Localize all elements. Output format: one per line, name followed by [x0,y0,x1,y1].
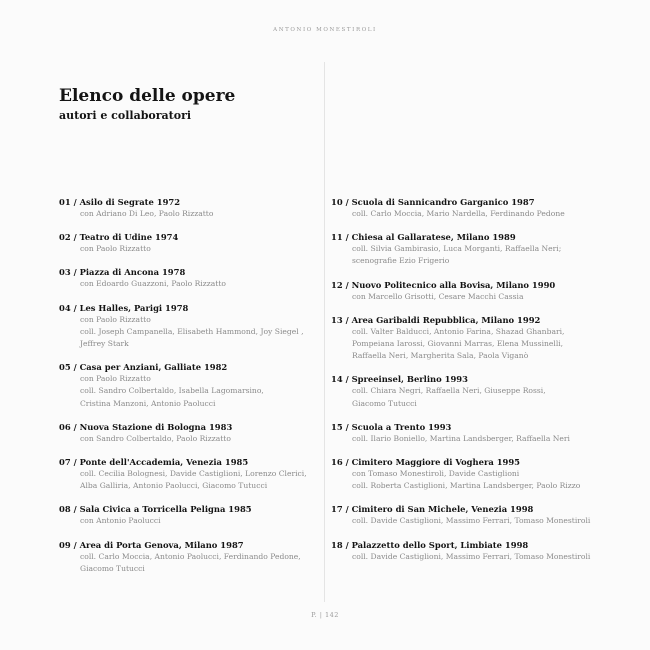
work-number: 16 / [331,457,349,468]
work-title: Cimitero Maggiore di Voghera 1995 [351,457,521,468]
work-credits [331,551,601,563]
credit-line: Cristina Manzoni, Antonio Paolucci [80,398,216,408]
work-entry [331,457,601,492]
work-number: 05 / [59,362,77,373]
credit-line: coll. Valter Balducci, Antonio Farina, Shazad Ghanbari, [352,326,565,336]
credit-line: con Edoardo Guazzoni, Paolo Rizzatto [80,279,226,289]
page-subtitle: autori e collaboratori [59,109,192,122]
work-title: Teatro di Udine 1974 [79,232,179,243]
credit-line: con Adriano Di Leo, Paolo Rizzatto [80,209,214,218]
work-entry [331,540,601,563]
credit-line: scenografie Ezio Frigerio [352,256,450,266]
work-heading [331,197,601,208]
running-head: ANTONIO MONESTIROLI [273,27,377,33]
work-credits [59,314,319,351]
credit-line: Giacomo Tutucci [80,563,145,573]
work-entry [59,422,319,445]
work-title: Nuova Stazione di Bologna 1983 [79,421,233,432]
works-list-left [59,197,319,587]
work-number: 08 / [59,504,77,515]
work-title: Les Halles, Parigi 1978 [79,302,189,313]
work-credits [331,208,601,220]
work-credits [331,468,601,492]
work-number: 09 / [59,539,77,550]
work-entry [59,267,319,290]
credit-line: coll. Roberta Castiglioni, Martina Landsberger, Paolo Rizzo [352,481,581,491]
credit-line: coll. Ilario Boniello, Martina Landsberger, Raffaella Neri [352,433,570,443]
work-heading [331,315,601,326]
work-heading [59,540,319,551]
work-credits [331,433,601,445]
work-number: 02 / [59,232,77,243]
credit-line: con Antonio Paolucci [80,516,161,526]
credit-line: coll. Davide Castiglioni, Massimo Ferrari, Tomaso Monestiroli [352,551,591,561]
work-credits [59,468,319,492]
work-heading [59,232,319,243]
credit-line: Jeffrey Stark [80,339,129,349]
column-divider [324,62,325,602]
credit-line: coll. Davide Castiglioni, Massimo Ferrari, Tomaso Monestiroli [352,516,591,526]
work-title: Area di Porta Genova, Milano 1987 [79,539,244,550]
work-heading [331,457,601,468]
credit-line: con Paolo Rizzatto [80,374,151,384]
work-number: 04 / [59,302,77,313]
work-heading [59,197,319,208]
work-heading [59,267,319,278]
credit-line: coll. Cecilia Bolognesi, Davide Castiglioni, Lorenzo Clerici, [80,469,307,479]
work-entry [59,362,319,410]
work-credits [59,515,319,527]
work-title: Scuola a Trento 1993 [351,421,452,432]
work-entry [331,315,601,363]
page-title: Elenco delle opere [59,86,236,106]
work-credits [331,385,601,409]
work-number: 11 / [331,232,349,243]
work-heading [59,362,319,373]
work-title: Sala Civica a Torricella Peligna 1985 [79,504,252,515]
credit-line: coll. Chiara Negri, Raffaella Neri, Giuseppe Rossi, [352,386,546,396]
work-number: 17 / [331,504,349,515]
work-heading [59,303,319,314]
work-title: Ponte dell'Accademia, Venezia 1985 [79,457,249,468]
work-heading [59,504,319,515]
work-entry [59,197,319,220]
work-credits [331,291,601,303]
work-credits [59,373,319,410]
work-number: 18 / [331,539,349,550]
work-number: 10 / [331,197,349,207]
work-number: 06 / [59,421,77,432]
work-entry [59,232,319,255]
credit-line: coll. Carlo Moccia, Antonio Paolucci, Ferdinando Pedone, [80,551,301,561]
work-entry [59,504,319,527]
work-entry [331,280,601,303]
work-number: 01 / [59,197,77,207]
work-heading [331,422,601,433]
credit-line: Giacomo Tutucci [352,398,417,408]
credit-line: con Marcello Grisotti, Cesare Macchi Cassia [352,291,524,301]
work-title: Chiesa al Gallaratese, Milano 1989 [351,232,516,243]
work-credits [59,433,319,445]
work-title: Piazza di Ancona 1978 [79,267,186,278]
work-heading [331,374,601,385]
works-list-right [331,197,601,575]
credit-line: con Paolo Rizzatto [80,244,151,254]
work-credits [59,243,319,255]
work-credits [59,551,319,575]
work-entry [59,457,319,492]
work-entry [331,197,601,220]
work-heading [331,232,601,243]
work-heading [59,457,319,468]
credit-line: coll. Carlo Moccia, Mario Nardella, Ferdinando Pedone [352,209,565,218]
credit-line: Pompeiana Iarossi, Giovanni Marras, Elena Mussinelli, [352,339,564,349]
work-credits [59,208,319,220]
work-title: Area Garibaldi Repubblica, Milano 1992 [351,314,541,325]
work-entry [59,540,319,575]
credit-line: con Paolo Rizzatto [80,314,151,324]
work-number: 12 / [331,279,349,290]
page-number: P. | 142 [311,611,339,619]
work-title: Casa per Anziani, Galliate 1982 [79,362,228,373]
credit-line: con Tomaso Monestiroli, Davide Castiglioni [352,469,520,479]
work-title: Spreeinsel, Berlino 1993 [351,374,468,385]
work-credits [331,326,601,363]
credit-line: coll. Sandro Colbertaldo, Isabella Lagomarsino, [80,386,264,396]
credit-line: coll. Silvia Gambirasio, Luca Morganti, Raffaella Neri; [352,244,562,254]
work-number: 13 / [331,314,349,325]
work-credits [331,515,601,527]
work-entry [331,422,601,445]
work-title: Asilo di Segrate 1972 [79,197,181,207]
credit-line: coll. Joseph Campanella, Elisabeth Hammond, Joy Siegel , [80,326,304,336]
work-title: Nuovo Politecnico alla Bovisa, Milano 1990 [351,279,556,290]
work-number: 07 / [59,457,77,468]
work-number: 14 / [331,374,349,385]
work-heading [59,422,319,433]
work-number: 15 / [331,421,349,432]
work-credits [59,278,319,290]
work-credits [331,243,601,267]
credit-line: Alba Galliria, Antonio Paolucci, Giacomo Tutucci [80,481,268,491]
work-title: Cimitero di San Michele, Venezia 1998 [351,504,534,515]
work-entry [331,504,601,527]
work-entry [59,303,319,351]
work-entry [331,374,601,409]
work-title: Scuola di Sannicandro Garganico 1987 [351,197,535,207]
work-heading [331,504,601,515]
work-heading [331,280,601,291]
work-heading [331,540,601,551]
credit-line: con Sandro Colbertaldo, Paolo Rizzatto [80,433,231,443]
work-number: 03 / [59,267,77,278]
credit-line: Raffaella Neri, Margherita Sala, Paola Viganò [352,351,529,361]
work-entry [331,232,601,267]
work-title: Palazzetto dello Sport, Limbiate 1998 [351,539,529,550]
